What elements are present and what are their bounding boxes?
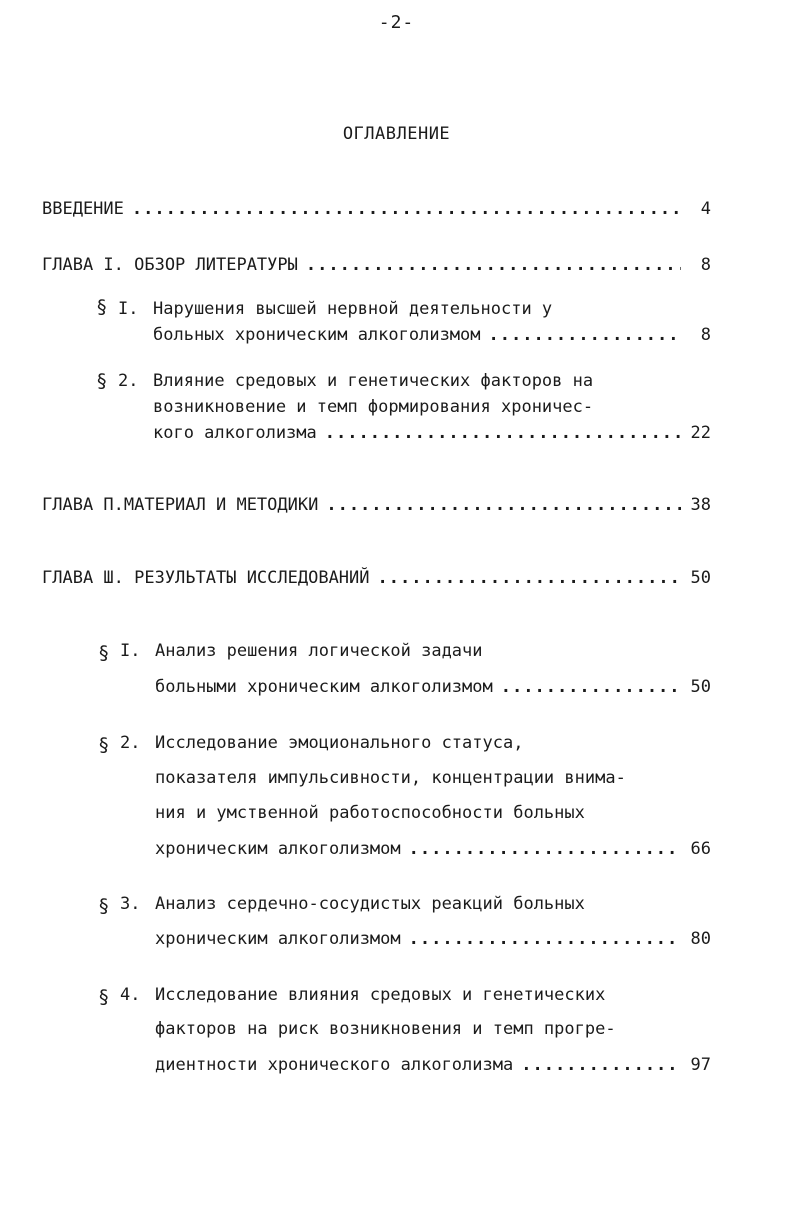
toc-entry-page: 97 [690,1055,711,1075]
section-title-line: Исследование эмоционального статуса, [155,733,524,753]
toc-entry-label: ГЛАВА П.МАТЕРИАЛ И МЕТОДИКИ [42,495,319,515]
toc-entry-chapter-2 [42,494,711,516]
toc-entry-page: 38 [690,495,711,515]
dot-leader [521,1054,681,1076]
toc-entry-label: хроническим алкоголизмом [155,929,401,949]
section-symbol: § [98,734,110,756]
section-symbol: § [98,986,110,1008]
toc-entry-intro [42,198,711,220]
toc-entry-ch3-section-3 [155,928,711,950]
toc-title: ОГЛАВЛЕНИЕ [342,124,451,144]
toc-entry-page: 80 [690,929,711,949]
section-title-line: показателя импульсивности, концентрации внима- [155,768,626,788]
toc-entry-label: кого алкоголизма [153,423,317,443]
dot-leader [409,928,681,950]
toc-entry-ch3-section-4 [155,1054,711,1076]
toc-entry-page: 22 [690,423,711,443]
toc-entry-page: 8 [700,255,711,275]
dot-leader [325,422,681,444]
dot-leader [326,494,681,516]
section-number: 2. [118,371,139,391]
section-symbol: § [96,370,108,392]
section-title-line: Нарушения высшей нервной деятельности у [153,299,553,319]
dot-leader [409,838,681,860]
toc-entry-chapter-3 [42,567,711,589]
section-number: I. [120,641,141,661]
toc-entry-ch3-section-2 [155,838,711,860]
section-title-line: Влияние средовых и генетических факторов на [153,371,594,391]
dot-leader [306,254,681,276]
toc-entry-chapter-1 [42,254,711,276]
toc-entry-page: 8 [700,325,711,345]
section-number: I. [118,299,139,319]
toc-entry-label: хроническим алкоголизмом [155,839,401,859]
toc-entry-label: ВВЕДЕНИЕ [42,199,124,219]
section-symbol: § [98,895,110,917]
section-title-line: Анализ сердечно-сосудистых реакций больных [155,894,585,914]
section-title-line: ния и умственной работоспособности больных [155,803,585,823]
toc-entry-label: больных хроническим алкоголизмом [153,325,481,345]
section-title-line: Анализ решения логической задачи [155,641,483,661]
toc-entry-ch1-section-2 [153,422,711,444]
page-number: -2- [378,12,415,33]
section-symbol: § [96,296,108,318]
toc-entry-page: 50 [690,568,711,588]
toc-entry-label: ГЛАВА Ш. РЕЗУЛЬТАТЫ ИССЛЕДОВАНИЙ [42,568,370,588]
dot-leader [378,567,681,589]
toc-entry-page: 4 [700,199,711,219]
toc-entry-ch1-section-1 [153,324,711,346]
section-number: 2. [120,733,141,753]
toc-entry-label: больными хроническим алкоголизмом [155,677,493,697]
toc-entry-label: ГЛАВА I. ОБЗОР ЛИТЕРАТУРЫ [42,255,298,275]
toc-entry-ch3-section-1 [155,676,711,698]
toc-entry-label: диентности хронического алкоголизма [155,1055,514,1075]
section-title-line: Исследование влияния средовых и генетических [155,985,606,1005]
dot-leader [132,198,681,220]
section-title-line: факторов на риск возникновения и темп прогре- [155,1019,616,1039]
section-title-line: возникновение и темп формирования хроничес- [153,397,594,417]
section-number: 3. [120,894,141,914]
section-symbol: § [98,642,110,664]
dot-leader [489,324,681,346]
dot-leader [501,676,681,698]
toc-entry-page: 50 [690,677,711,697]
section-number: 4. [120,985,141,1005]
toc-entry-page: 66 [690,839,711,859]
